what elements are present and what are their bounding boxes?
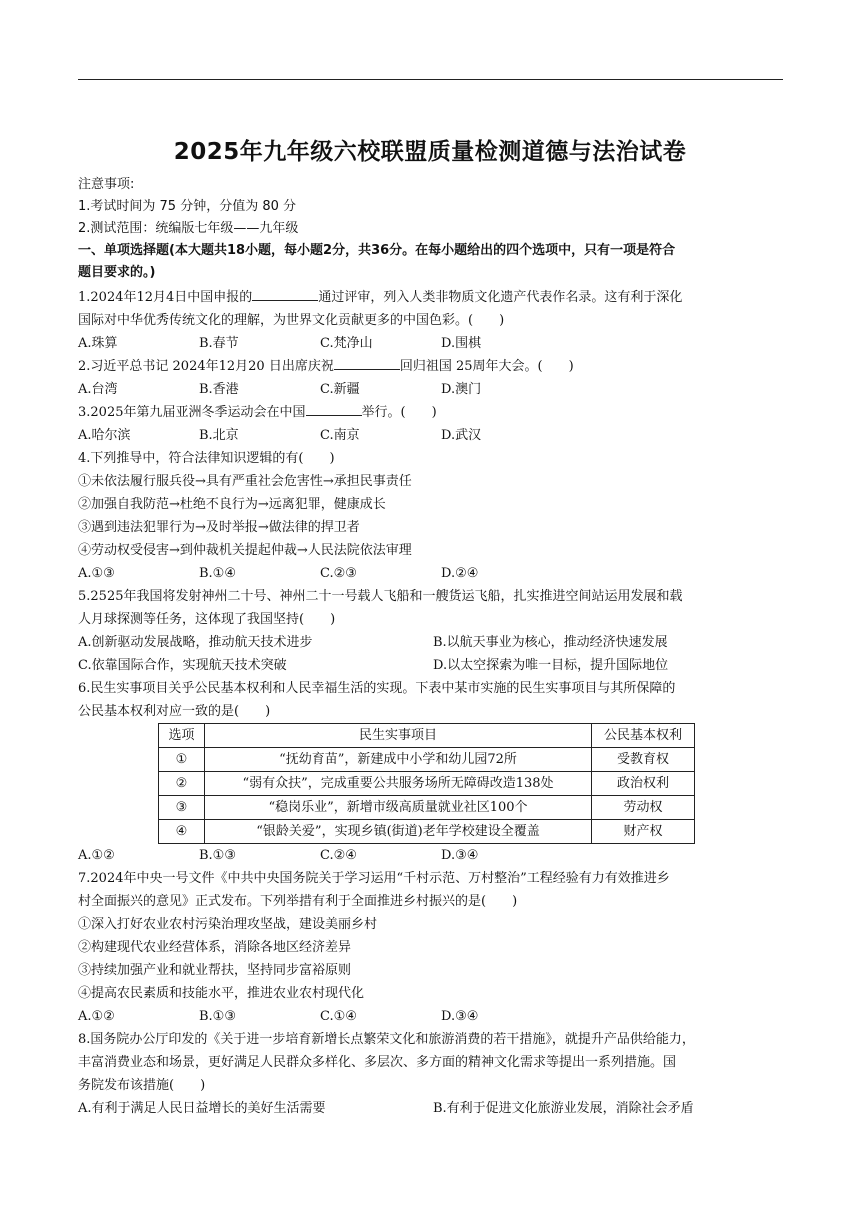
question-4-options <box>78 562 788 585</box>
option-b: B.①④ <box>199 566 236 581</box>
option-a: A.①② <box>78 1009 115 1024</box>
option-c: C.南京 <box>320 428 360 443</box>
option-b: B.有利于促进文化旅游业发展，消除社会矛盾 <box>433 1101 694 1116</box>
question-2-options <box>78 378 788 401</box>
statement-1: ①未依法履行服兵役→具有严重社会危害性→承担民事责任 <box>78 474 412 489</box>
question-5-options-row2 <box>78 654 788 677</box>
option-a: A.有利于满足人民日益增长的美好生活需要 <box>78 1101 326 1116</box>
option-c: C.①④ <box>320 1009 357 1024</box>
table-cell: 财产权 <box>592 820 695 844</box>
question-4-stem: 4.下列推导中，符合法律知识逻辑的有( ) <box>78 451 335 466</box>
option-d: D.③④ <box>441 848 479 863</box>
table-row <box>159 772 695 796</box>
table-row <box>159 820 695 844</box>
option-d: D.以太空探索为唯一目标，提升国际地位 <box>433 658 669 673</box>
section-heading-cont: 题目要求的。) <box>78 265 156 280</box>
statement-3: ③遇到违法犯罪行为→及时举报→做法律的捍卫者 <box>78 520 360 535</box>
question-6-stem: 6.民生实事项目关乎公民基本权利和人民幸福生活的实现。下表中某市实施的民生实事项目与其所保障的 <box>78 681 676 696</box>
table-cell: 受教育权 <box>592 748 695 772</box>
option-d: D.围棋 <box>441 336 482 351</box>
statement-2: ②加强自我防范→杜绝不良行为→远离犯罪，健康成长 <box>78 497 386 512</box>
option-d: D.武汉 <box>441 428 482 443</box>
table-cell: ④ <box>159 820 205 844</box>
statement-1: ①深入打好农业农村污染治理攻坚战，建设美丽乡村 <box>78 917 378 932</box>
option-a: A.①② <box>78 848 115 863</box>
question-3-stem: 3.2025年第九届亚洲冬季运动会在中国 举行。( ) <box>78 405 437 420</box>
option-c: C.②③ <box>320 566 357 581</box>
top-rule <box>78 79 783 80</box>
table-header-row <box>159 724 695 748</box>
answer-blank <box>334 358 400 370</box>
option-a: A.①③ <box>78 566 115 581</box>
option-a: A.哈尔滨 <box>78 428 131 443</box>
question-7-options <box>78 1005 788 1028</box>
question-7-stem-cont: 村全面振兴的意见》正式发布。下列举措有利于全面推进乡村振兴的是( ) <box>78 894 518 909</box>
question-1-stem-cont: 国际对中华优秀传统文化的理解，为世界文化贡献更多的中国色彩。( ) <box>78 313 505 328</box>
page-title: 2025年九年级六校联盟质量检测道德与法治试卷 <box>173 139 687 165</box>
option-d: D.②④ <box>441 566 479 581</box>
question-8-options <box>78 1097 788 1120</box>
section-heading: 一、单项选择题(本大题共18小题，每小题2分，共36分。在每小题给出的四个选项中，只有一项是符合 <box>78 243 676 258</box>
option-b: B.以航天事业为核心，推动经济快速发展 <box>433 635 668 650</box>
option-d: D.③④ <box>441 1009 479 1024</box>
table-cell: “银龄关爱”，实现乡镇(街道)老年学校建设全覆盖 <box>205 820 592 844</box>
question-6-options <box>78 844 788 867</box>
table-cell: “弱有众扶”，完成重要公共服务场所无障碍改造138处 <box>205 772 592 796</box>
question-3-options <box>78 424 788 447</box>
table-header: 公民基本权利 <box>592 724 695 748</box>
option-a: A.珠算 <box>78 336 118 351</box>
answer-blank <box>252 289 318 301</box>
answer-blank <box>306 404 362 416</box>
table-cell: ② <box>159 772 205 796</box>
option-c: C.依靠国际合作，实现航天技术突破 <box>78 658 287 673</box>
notes-item: 1.考试时间为 75 分钟，分值为 80 分 <box>78 199 297 214</box>
option-b: B.①③ <box>199 1009 236 1024</box>
question-6-stem-cont: 公民基本权利对应一致的是( ) <box>78 704 271 719</box>
questions <box>78 286 788 1120</box>
statement-4: ④提高农民素质和技能水平，推进农业农村现代化 <box>78 986 365 1001</box>
question-2-stem: 2.习近平总书记 2024年12月20 日出席庆祝 回归祖国 25周年大会。( ) <box>78 359 574 374</box>
option-b: B.春节 <box>199 336 239 351</box>
notes-item: 2.测试范围：统编版七年级——九年级 <box>78 221 299 236</box>
table-header: 民生实事项目 <box>205 724 592 748</box>
rights-table <box>158 723 695 844</box>
question-1-options <box>78 332 788 355</box>
table-cell: 政治权利 <box>592 772 695 796</box>
table-row <box>159 748 695 772</box>
table-row <box>159 796 695 820</box>
question-8-stem: 8.国务院办公厅印发的《关于进一步培育新增长点繁荣文化和旅游消费的若干措施》，就提升产品供给能力， <box>78 1032 695 1047</box>
option-b: B.①③ <box>199 848 236 863</box>
option-b: B.北京 <box>199 428 239 443</box>
table-cell: ③ <box>159 796 205 820</box>
question-7-stem: 7.2024年中央一号文件《中共中央国务院关于学习运用“千村示范、万村整治”工程经验有力有效推进乡 <box>78 871 670 886</box>
question-8-stem-cont: 务院发布该措施( ) <box>78 1078 206 1093</box>
statement-3: ③持续加强产业和就业帮扶，坚持同步富裕原则 <box>78 963 352 978</box>
option-d: D.澳门 <box>441 382 482 397</box>
option-c: C.梵净山 <box>320 336 373 351</box>
option-a: A.台湾 <box>78 382 118 397</box>
notes-heading: 注意事项: <box>78 177 135 192</box>
table-header: 选项 <box>159 724 205 748</box>
statement-2: ②构建现代农业经营体系，消除各地区经济差异 <box>78 940 352 955</box>
option-b: B.香港 <box>199 382 239 397</box>
option-c: C.新疆 <box>320 382 360 397</box>
table-cell: ① <box>159 748 205 772</box>
table-cell: “抚幼育苗”，新建成中小学和幼儿园72所 <box>205 748 592 772</box>
table-cell: “稳岗乐业”，新增市级高质量就业社区100个 <box>205 796 592 820</box>
notes <box>78 174 788 284</box>
statement-4: ④劳动权受侵害→到仲裁机关提起仲裁→人民法院依法审理 <box>78 543 412 558</box>
table-cell: 劳动权 <box>592 796 695 820</box>
question-8-stem-cont: 丰富消费业态和场景，更好满足人民群众多样化、多层次、多方面的精神文化需求等提出一系列措施。国 <box>78 1055 677 1070</box>
question-5-stem-cont: 人月球探测等任务，这体现了我国坚持( ) <box>78 612 336 627</box>
option-a: A.创新驱动发展战略，推动航天技术进步 <box>78 635 313 650</box>
question-5-stem: 5.2525年我国将发射神州二十号、神州二十一号载人飞船和一艘货运飞船，扎实推进空间站运用发展和载 <box>78 589 683 604</box>
option-c: C.②④ <box>320 848 357 863</box>
question-1-stem: 1.2024年12月4日中国申报的 通过评审，列入人类非物质文化遗产代表作名录。这有利于深化 <box>78 290 683 305</box>
question-5-options-row1 <box>78 631 788 654</box>
